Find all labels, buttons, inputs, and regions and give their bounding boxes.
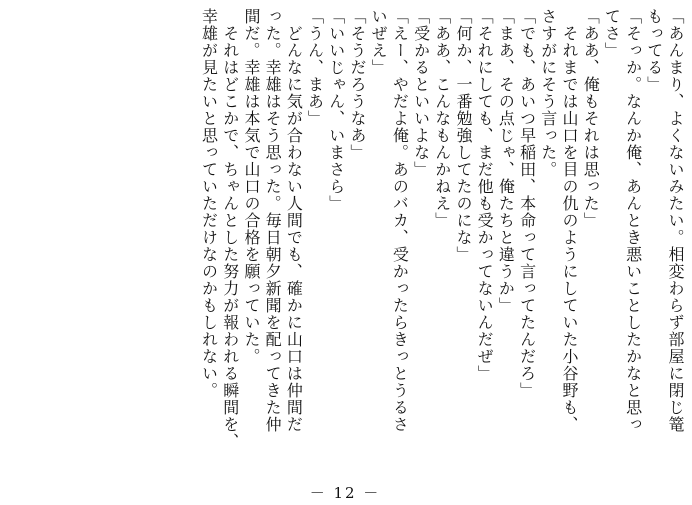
text-line: 「まあ、その点じゃ、俺たちと違うか」 (496, 8, 516, 314)
text-line: った。幸雄はそう思った。毎日朝夕新聞を配ってきた仲 (263, 8, 283, 433)
text-line: 「それにしても、まだ他も受かってないんだぜ」 (475, 8, 495, 382)
vertical-body-text (199, 8, 686, 478)
page-number: － 12 － (309, 484, 381, 502)
text-line: もってる」 (644, 8, 664, 93)
text-line: 「ああ、俺もそれは思った」 (581, 8, 601, 229)
text-line: 「あんまり、よくないみたい。相変わらず部屋に閉じ篭 (666, 8, 685, 433)
text-line: 「いいじゃん、いまさら」 (326, 8, 346, 212)
text-line: 「そうだろうなあ」 (347, 8, 367, 161)
text-line: 「受かるといいよな」 (411, 8, 431, 178)
text-line: 「でも、あいつ早稲田、本命って言ってたんだろ」 (517, 8, 537, 399)
text-line: 「何か、一番勉強してたのにな」 (453, 8, 473, 263)
text-line: 「えー、やだよ俺。あのバカ、受かったらきっとうるさ (390, 8, 410, 433)
text-line: 「うん、まあ」 (305, 8, 325, 127)
text-line: それまでは山口を目の仇のようにしていた小谷野も、 (559, 8, 579, 433)
text-line: いぜえ」 (369, 8, 389, 76)
text-line: さすがにそう言った。 (538, 8, 558, 178)
text-line: てさ」 (602, 8, 622, 59)
text-line: どんなに気が合わない人間でも、確かに山口は仲間だ (284, 8, 304, 433)
text-line: 幸雄が見たいと思っていただけなのかもしれない。 (199, 8, 219, 399)
text-line: 間だ。幸雄は本気で山口の合格を願っていた。 (241, 8, 261, 365)
text-line: 「そっか。なんか俺、あんとき悪いことしたかなと思っ (623, 8, 643, 433)
text-line: それはどこかで、ちゃんとした努力が報われる瞬間を、 (220, 8, 240, 450)
text-line: 「ああ、こんなもんかねえ」 (432, 8, 452, 229)
